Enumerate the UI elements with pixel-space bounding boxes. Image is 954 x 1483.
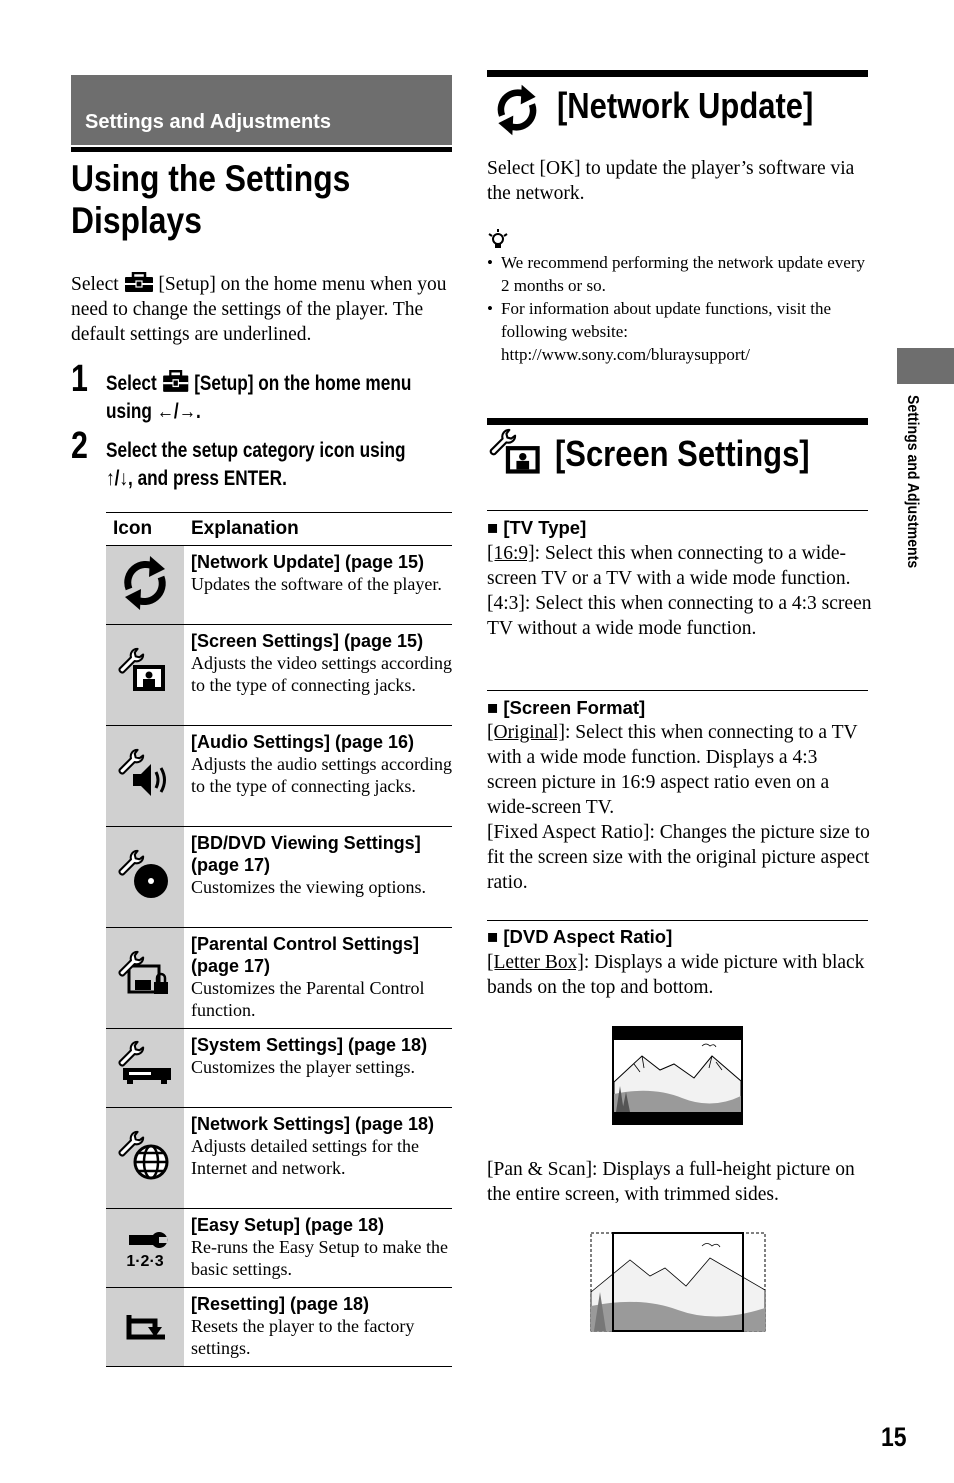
table-cell	[184, 546, 452, 625]
icon-cell	[106, 928, 184, 1029]
side-tab-marker	[897, 348, 954, 384]
row-title: [Easy Setup] (page 18)	[191, 1215, 385, 1235]
table-row	[106, 928, 452, 1029]
tv-type-heading	[487, 517, 586, 539]
step-2-text-a: Select the setup category icon using	[106, 439, 406, 462]
table-cell	[184, 827, 452, 928]
table-cell	[184, 1288, 452, 1367]
letter-box-illustration	[612, 1026, 743, 1125]
icon-cell	[106, 1029, 184, 1108]
screen-settings-heading: [Screen Settings]	[555, 433, 810, 474]
table-cell	[184, 625, 452, 726]
pan-scan-text: [Pan & Scan]: Displays a full-height picture on the entire screen, with trimmed sides.	[487, 1159, 855, 1205]
square-bullet-icon: ■	[487, 697, 499, 718]
table-row	[106, 1029, 452, 1108]
icon-cell	[106, 1108, 184, 1209]
row-title: [System Settings] (page 18)	[191, 1035, 428, 1055]
icon-cell	[106, 827, 184, 928]
section-rule	[71, 147, 452, 152]
table-row	[106, 726, 452, 827]
network-update-icon	[488, 82, 546, 138]
row-title: [BD/DVD Viewing Settings] (page 17)	[191, 833, 421, 875]
col-icon-header: Icon	[106, 513, 184, 546]
page-title-line2: Displays	[71, 200, 202, 241]
left-right-arrows-icon: ←/→	[156, 400, 196, 423]
network-update-icon	[115, 553, 175, 613]
table-cell	[184, 726, 452, 827]
table-row	[106, 625, 452, 726]
screen-settings-rule	[487, 418, 868, 425]
row-title: [Resetting] (page 18)	[191, 1294, 370, 1314]
step-1-text-b: [Setup] on the home menu	[194, 372, 412, 395]
row-desc: Adjusts the audio settings according to the type of connecting jacks.	[191, 754, 452, 796]
row-desc: Updates the software of the player.	[191, 574, 442, 594]
page-title	[71, 158, 350, 242]
tip-list	[487, 251, 867, 366]
row-desc: Resets the player to the factory settings.	[191, 1316, 415, 1358]
step-1-text-a: Select	[106, 372, 157, 395]
tv-type-option1-desc: : Select this when connecting to a wide-screen TV or a TV with a wide mode function.	[487, 543, 851, 589]
step-2-text-b: , and press ENTER.	[128, 467, 287, 490]
up-down-arrows-icon: ↑/↓	[106, 467, 129, 490]
tip-bulb-icon	[487, 228, 509, 250]
dvd-aspect-rule	[487, 920, 868, 921]
resetting-icon	[115, 1297, 175, 1353]
row-desc: Adjusts detailed settings for the Internet and network.	[191, 1136, 419, 1178]
setup-toolbox-icon	[162, 370, 190, 393]
audio-settings-icon	[115, 746, 175, 802]
dvd-aspect-option1-desc: : Displays a wide picture with black bands on the top and bottom.	[487, 952, 865, 998]
row-title: [Audio Settings] (page 16)	[191, 732, 415, 752]
network-settings-icon	[115, 1128, 175, 1184]
settings-table	[106, 512, 452, 1367]
tv-type-rule	[487, 510, 868, 511]
screen-format-default-option: [Original]	[487, 722, 565, 743]
icon-cell	[106, 625, 184, 726]
section-band-title: Settings and Adjustments	[85, 111, 331, 133]
intro-paragraph	[71, 272, 461, 347]
step-2-text	[106, 437, 406, 493]
step-1-text-c: using	[106, 400, 152, 423]
step-1-number: 1	[71, 358, 88, 400]
screen-format-option2: [Fixed Aspect Ratio]: Changes the picture size to fit the screen size with the original picture aspect ratio.	[487, 822, 870, 893]
intro-text-a: Select	[71, 274, 119, 295]
table-cell	[184, 1029, 452, 1108]
tip-item: • We recommend performing the network update every 2 months or so.	[487, 251, 867, 297]
screen-format-rule	[487, 690, 868, 691]
intro-text-b: [Setup] on the home menu when you need to change the settings of the player. The default settings are underlined.	[71, 274, 447, 345]
network-update-rule	[487, 70, 868, 77]
table-header-row	[106, 513, 452, 546]
step-1-text	[106, 370, 411, 426]
table-row	[106, 1108, 452, 1209]
table-cell	[184, 928, 452, 1029]
row-desc: Customizes the viewing options.	[191, 877, 426, 897]
tv-type-option2: [4:3]: Select this when connecting to a 4:3 screen TV without a wide mode function.	[487, 593, 872, 639]
dvd-aspect-heading-text: [DVD Aspect Ratio]	[503, 926, 673, 947]
tip-text: For information about update functions, visit the following website:	[501, 299, 832, 341]
page-number: 15	[881, 1422, 907, 1452]
section-band	[71, 75, 452, 145]
icon-cell	[106, 546, 184, 625]
bd-dvd-viewing-icon	[115, 847, 175, 903]
step-1-text-d: .	[195, 400, 201, 423]
icon-cell	[106, 726, 184, 827]
page-title-line1: Using the Settings	[71, 158, 351, 199]
square-bullet-icon: ■	[487, 926, 499, 947]
step-2-number: 2	[71, 425, 88, 467]
table-row	[106, 827, 452, 928]
dvd-aspect-default-option: [Letter Box]	[487, 952, 584, 973]
side-section-label: Settings and Adjustments	[904, 395, 921, 569]
row-desc: Re-runs the Easy Setup to make the basic settings.	[191, 1237, 448, 1279]
network-update-body: Select [OK] to update the player’s software via the network.	[487, 158, 855, 204]
table-cell	[184, 1108, 452, 1209]
icon-cell	[106, 1209, 184, 1288]
row-title: [Network Update] (page 15)	[191, 552, 425, 572]
tip-item	[487, 297, 867, 366]
network-update-heading: [Network Update]	[557, 85, 814, 126]
icon-cell	[106, 1288, 184, 1367]
row-title: [Network Settings] (page 18)	[191, 1114, 435, 1134]
col-explanation-header: Explanation	[184, 513, 452, 546]
square-bullet-icon: ■	[487, 517, 499, 538]
screen-format-body	[487, 720, 872, 895]
dvd-aspect-heading	[487, 926, 672, 948]
easy-setup-icon-label: 1·2·3	[126, 1252, 164, 1270]
support-url[interactable]: http://www.sony.com/bluraysupport/	[501, 345, 750, 364]
row-desc: Customizes the player settings.	[191, 1057, 415, 1077]
parental-control-icon	[115, 948, 175, 1004]
screen-format-heading-text: [Screen Format]	[503, 697, 646, 718]
table-row	[106, 1209, 452, 1288]
tv-type-body	[487, 541, 872, 641]
table-row	[106, 1288, 452, 1367]
table-row	[106, 546, 452, 625]
screen-settings-icon	[115, 645, 175, 701]
row-desc: Adjusts the video settings according to the type of connecting jacks.	[191, 653, 452, 695]
row-title: [Screen Settings] (page 15)	[191, 631, 424, 651]
screen-format-heading	[487, 697, 645, 719]
screen-settings-icon	[488, 428, 546, 478]
screen-format-option1-desc: : Select this when connecting to a TV with a wide mode function. Displays a 4:3 screen picture in 16:9 aspect ratio even on a wide-screen TV.	[487, 722, 858, 818]
system-settings-icon	[115, 1038, 175, 1094]
setup-toolbox-icon	[124, 272, 154, 293]
row-desc: Customizes the Parental Control function.	[191, 978, 425, 1020]
table-cell	[184, 1209, 452, 1288]
pan-scan-illustration	[590, 1232, 766, 1332]
easy-setup-icon	[115, 1218, 175, 1274]
tv-type-heading-text: [TV Type]	[503, 517, 587, 538]
row-title: [Parental Control Settings] (page 17)	[191, 934, 420, 976]
tv-type-default-option: [16:9]	[487, 543, 535, 564]
dvd-aspect-body	[487, 950, 872, 1000]
